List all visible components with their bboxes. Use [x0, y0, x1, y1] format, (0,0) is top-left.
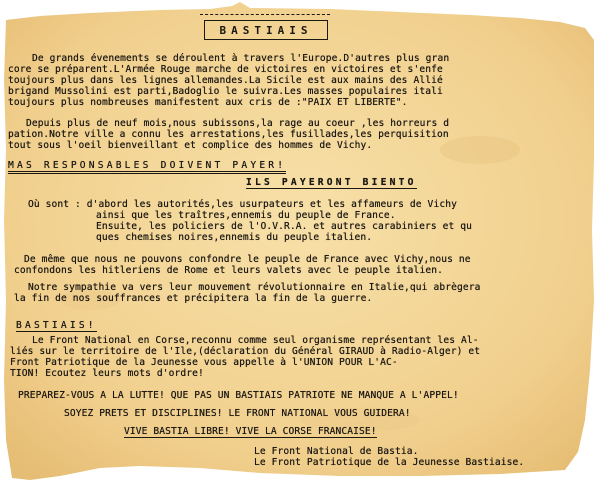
- paragraph3-line: Où sont : d'abord les autorités,les usurpateurs et les affameurs de Vichy: [28, 199, 457, 210]
- paragraph6-line: Le Front National en Corse,reconnu comme seul organisme représentant les Al-: [32, 335, 479, 346]
- paragraph1-line: toujours plus dans les lignes allemandes.La Sicile est aux mains des Allié: [8, 75, 443, 86]
- paragraph1-line: toujours plus nombreuses manifestent aux cris de :"PAIX ET LIBERTE".: [8, 97, 408, 108]
- paragraph5-line: la fin de nos souffrances et précipitera la fin de la guerre.: [14, 293, 373, 304]
- paragraph4-line: confondons les hitleriens de Rome et leurs valets avec le peuple italien.: [14, 265, 443, 276]
- paragraph4-line: De même que nous ne pouvons confondre le peuple de France avec Vichy,nous ne: [24, 254, 471, 265]
- paragraph3-line: Ensuite, les policiers de l'O.V.R.A. et autres carabiniers et qu: [96, 221, 473, 232]
- paragraph1-line: core se préparent.L'Armée Rouge marche de victoires en victoires et s'enfe: [8, 64, 443, 75]
- paragraph6-line: TION! Ecoutez leurs mots d'ordre!: [10, 368, 204, 379]
- paragraph1-line: De grands évenements se déroulent à travers l'Europe.D'autres plus gran: [32, 53, 450, 64]
- heading-bastiais: BASTIAIS!: [16, 320, 97, 331]
- paragraph1-line: brigand Mussolini est parti,Badoglio le suivra.Les masses populaires itali: [8, 86, 443, 97]
- paragraph2-line: tout sous l'oeil bienveillant et complice des hommes de Vichy.: [8, 140, 373, 151]
- paragraph2-line: pation.Notre ville a connu les arrestations,les fusillades,les perquisition: [8, 129, 449, 140]
- heading-responsables: MAS RESPONSABLES DOIVENT PAYER!: [8, 160, 286, 174]
- paragraph5-line: Notre sympathie va vers leur mouvement révolutionnaire en Italie,qui abrègera: [28, 282, 481, 293]
- paragraph6-line: liés sur le territoire de l'Ile,(déclaration du Général GIRAUD à Radio-Alger) et: [10, 346, 481, 357]
- paragraph3-line: ques chemises noires,ennemis du peuple italien.: [96, 232, 373, 243]
- paragraph6-line: Front Patriotique de la Jeunesse vous appelle à l'UNION POUR L'AC-: [10, 357, 398, 368]
- heading-payeront: ILS PAYERONT BIENTO: [246, 177, 417, 188]
- document-title: BASTIAIS: [204, 20, 328, 40]
- slogan-line: PREPAREZ-VOUS A LA LUTTE! QUE PAS UN BASTIAIS PATRIOTE NE MANQUE A L'APPEL!: [18, 390, 459, 401]
- slogan-line: VIVE BASTIA LIBRE! VIVE LA CORSE FRANCAISE!: [124, 426, 377, 437]
- title-dashed-rule: [200, 14, 330, 15]
- paragraph3-line: ainsi que les traîtres,ennemis du peuple de France.: [96, 210, 396, 221]
- paragraph2-line: Depuis plus de neuf mois,nous subissons,la rage au coeur ,les horreurs d: [26, 118, 450, 129]
- signature-line: Le Front National de Bastia.: [254, 446, 419, 457]
- signature-line: Le Front Patriotique de la Jeunesse Bastiaise.: [254, 457, 525, 468]
- slogan-line: SOYEZ PRETS ET DISCIPLINES! LE FRONT NATIONAL VOUS GUIDERA!: [64, 408, 411, 419]
